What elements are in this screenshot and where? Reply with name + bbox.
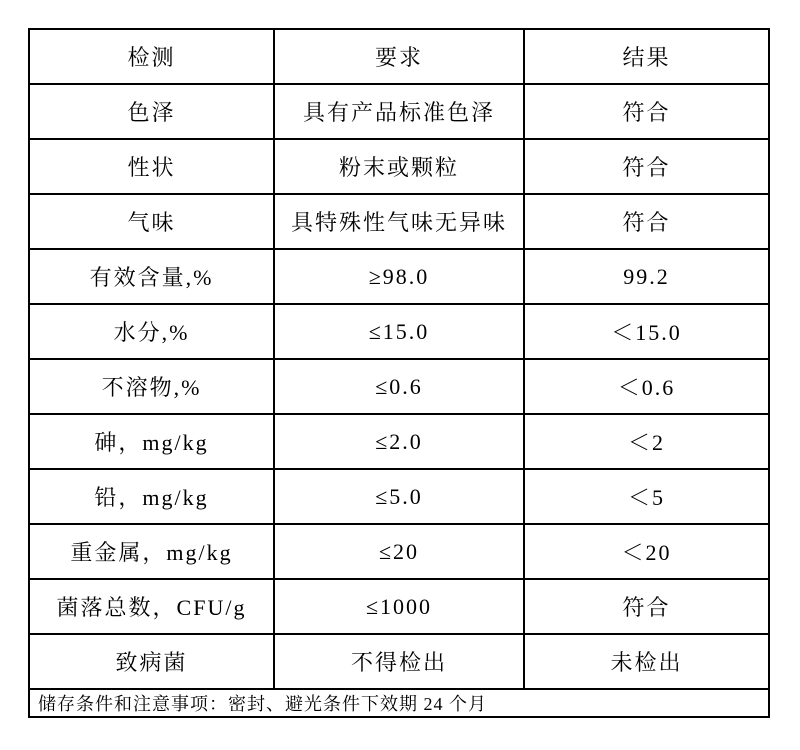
table-row [29,139,769,194]
requirement-cell: 具特殊性气味无异味 [274,194,524,249]
inspection-spec-table [28,28,770,718]
result-cell: 99.2 [524,249,769,304]
test-name-cell: 菌落总数，CFU/g [29,579,274,634]
table-row [29,359,769,414]
test-name-cell: 有效含量,% [29,249,274,304]
storage-note-row [29,689,769,717]
requirement-cell: ≤20 [274,524,524,579]
test-name-cell: 铅，mg/kg [29,469,274,524]
requirement-cell: ≤5.0 [274,469,524,524]
requirement-cell: 粉末或颗粒 [274,139,524,194]
table-row [29,194,769,249]
table-row [29,579,769,634]
test-name-cell: 不溶物,% [29,359,274,414]
requirement-cell: ≤0.6 [274,359,524,414]
column-header-test: 检测 [29,29,274,84]
test-name-cell: 色泽 [29,84,274,139]
test-name-cell: 性状 [29,139,274,194]
result-cell: 符合 [524,194,769,249]
header-row [29,29,769,84]
requirement-cell: ≤2.0 [274,414,524,469]
test-name-cell: 砷，mg/kg [29,414,274,469]
test-name-cell: 水分,% [29,304,274,359]
requirement-cell: ≤15.0 [274,304,524,359]
result-cell: ＜0.6 [524,359,769,414]
requirement-cell: 具有产品标准色泽 [274,84,524,139]
result-cell: 未检出 [524,634,769,689]
table-row [29,249,769,304]
result-cell: 符合 [524,84,769,139]
requirement-cell: 不得检出 [274,634,524,689]
result-cell: 符合 [524,139,769,194]
table-row [29,304,769,359]
table-row [29,414,769,469]
table-row [29,634,769,689]
test-name-cell: 重金属，mg/kg [29,524,274,579]
storage-note: 储存条件和注意事项：密封、避光条件下效期 24 个月 [29,689,769,717]
requirement-cell: ≤1000 [274,579,524,634]
test-name-cell: 气味 [29,194,274,249]
result-cell: ＜20 [524,524,769,579]
result-cell: 符合 [524,579,769,634]
result-cell: ＜15.0 [524,304,769,359]
result-cell: ＜5 [524,469,769,524]
column-header-result: 结果 [524,29,769,84]
table-row [29,84,769,139]
result-cell: ＜2 [524,414,769,469]
table-row [29,469,769,524]
requirement-cell: ≥98.0 [274,249,524,304]
table-row [29,524,769,579]
column-header-requirement: 要求 [274,29,524,84]
test-name-cell: 致病菌 [29,634,274,689]
